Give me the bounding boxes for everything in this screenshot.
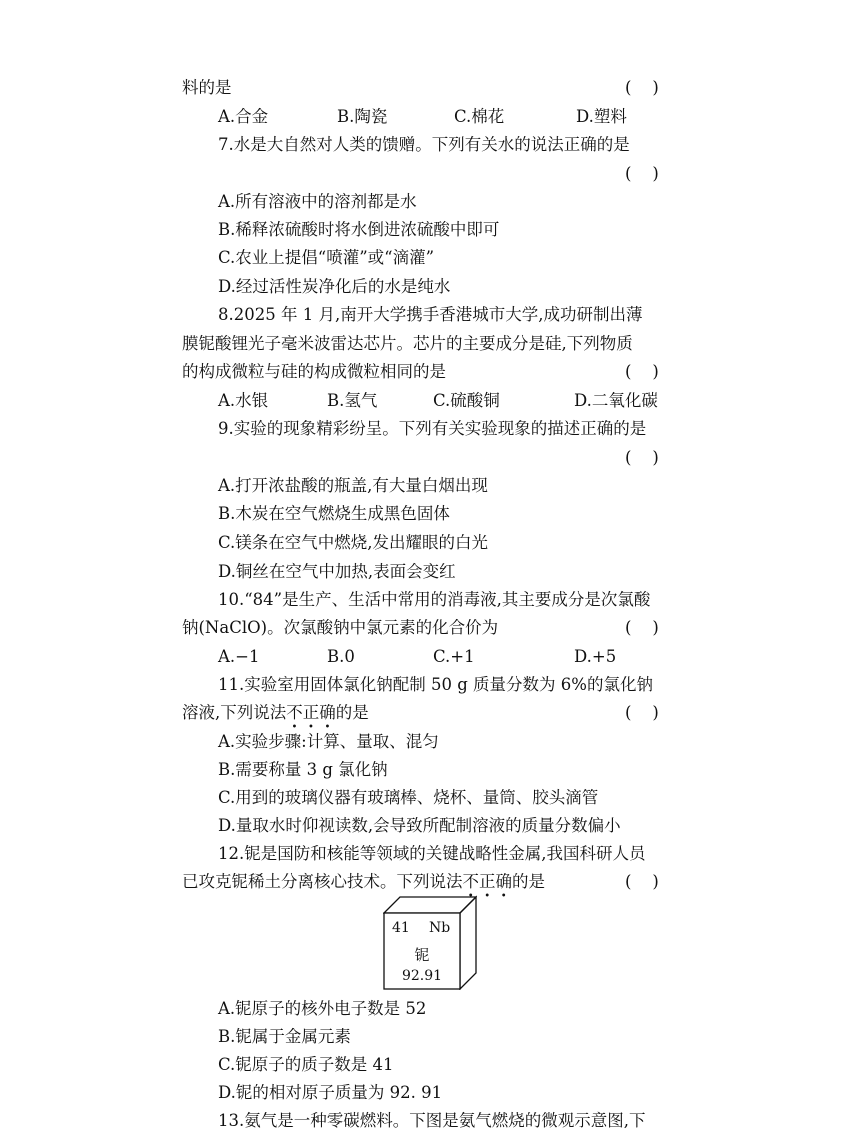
q6-answer-paren: ( ) <box>625 78 659 97</box>
q7-option-c: C.农业上提倡“喷灌”或“滴灌” <box>218 248 435 267</box>
q12-emphasis-char-2: 正 <box>479 872 496 891</box>
q12-stem-line2-text: 已攻克铌稀土分离核心技术。下列说法 <box>182 872 463 891</box>
q11-emphasis-char-3: 确 <box>319 703 336 722</box>
q10-stem-line2: 钠(NaClO)。次氯酸钠中氯元素的化合价为 <box>182 618 499 637</box>
element-atomic-mass: 92.91 <box>401 968 443 984</box>
q12-option-c: C.铌原子的质子数是 41 <box>218 1055 394 1074</box>
q11-emphasis-char-1: 不 <box>286 703 303 722</box>
q11-emphasis-char-2: 正 <box>302 703 320 722</box>
q8-stem-line1: 8.2025 年 1 月,南开大学携手香港城市大学,成功研制出薄 <box>218 305 643 324</box>
q6-stem-tail: 料的是 <box>182 78 232 97</box>
q9-option-a: A.打开浓盐酸的瓶盖,有大量白烟出现 <box>218 476 488 495</box>
element-name: 铌 <box>414 946 430 964</box>
q10-option-c: C.+1 <box>433 647 475 666</box>
q9-stem: 9.实验的现象精彩纷呈。下列有关实验现象的描述正确的是 <box>218 419 647 438</box>
q9-answer-paren: ( ) <box>625 448 659 467</box>
q7-answer-paren: ( ) <box>625 164 659 183</box>
q11-option-b: B.需要称量 3 g 氯化钠 <box>218 760 388 779</box>
q6-option-c: C.棉花 <box>454 107 505 126</box>
q12-answer-paren: ( ) <box>625 872 659 891</box>
element-symbol: Nb <box>429 920 451 936</box>
q9-option-b: B.木炭在空气燃烧生成黑色固体 <box>218 504 450 523</box>
q9-option-c: C.镁条在空气中燃烧,发出耀眼的白光 <box>218 533 489 552</box>
q13-stem-line1: 13.氨气是一种零碳燃料。下图是氨气燃烧的微观示意图,下 <box>218 1111 646 1130</box>
q10-option-d: D.+5 <box>574 647 617 666</box>
q8-option-d: D.二氧化碳 <box>574 391 658 410</box>
q8-option-c: C.硫酸铜 <box>433 391 500 410</box>
q12-emphasis-char-3: 确 <box>495 872 512 891</box>
q12-stem-line2 <box>182 871 545 893</box>
q12-stem-line2-end: 的是 <box>512 872 545 891</box>
q7-option-b: B.稀释浓硫酸时将水倒进浓硫酸中即可 <box>218 220 500 239</box>
q10-answer-paren: ( ) <box>625 618 659 637</box>
q11-stem-line1: 11.实验室用固体氯化钠配制 50 g 质量分数为 6%的氯化钠 <box>218 675 653 694</box>
q7-stem: 7.水是大自然对人类的馈赠。下列有关水的说法正确的是 <box>218 135 630 154</box>
element-atomic-number: 41 <box>392 920 410 936</box>
q6-option-b: B.陶瓷 <box>337 107 388 126</box>
q10-option-a: A.−1 <box>218 647 260 666</box>
q7-option-d: D.经过活性炭净化后的水是纯水 <box>218 277 451 296</box>
q7-option-a: A.所有溶液中的溶剂都是水 <box>218 192 417 211</box>
q6-option-a: A.合金 <box>218 107 269 126</box>
q9-option-d: D.铜丝在空气中加热,表面会变红 <box>218 562 456 581</box>
q11-stem-line2-text: 溶液,下列说法 <box>182 703 287 722</box>
q11-stem-line2 <box>182 702 369 724</box>
q11-answer-paren: ( ) <box>625 703 659 722</box>
q11-option-a: A.实验步骤:计算、量取、混匀 <box>218 732 439 751</box>
element-cube-figure <box>383 894 477 990</box>
q11-stem-line2-end: 的是 <box>335 703 369 722</box>
q8-option-b: B.氢气 <box>327 391 378 410</box>
q12-stem-line1: 12.铌是国防和核能等领域的关键战略性金属,我国科研人员 <box>218 844 646 863</box>
q10-option-b: B.0 <box>327 647 355 666</box>
q8-answer-paren: ( ) <box>625 362 659 381</box>
q12-option-a: A.铌原子的核外电子数是 52 <box>218 999 427 1018</box>
q11-option-c: C.用到的玻璃仪器有玻璃棒、烧杯、量筒、胶头滴管 <box>218 788 599 807</box>
q8-stem-line3: 的构成微粒与硅的构成微粒相同的是 <box>182 362 446 381</box>
q6-option-d: D.塑料 <box>576 107 627 126</box>
q10-stem-line1: 10.“84”是生产、生活中常用的消毒液,其主要成分是次氯酸 <box>218 590 651 609</box>
q12-option-b: B.铌属于金属元素 <box>218 1027 351 1046</box>
q11-option-d: D.量取水时仰视读数,会导致所配制溶液的质量分数偏小 <box>218 816 621 835</box>
q8-option-a: A.水银 <box>218 391 269 410</box>
q8-stem-line2: 膜铌酸锂光子毫米波雷达芯片。芯片的主要成分是硅,下列物质 <box>182 334 633 353</box>
q12-option-d: D.铌的相对原子质量为 92. 91 <box>218 1083 443 1102</box>
q12-emphasis-char-1: 不 <box>462 872 479 891</box>
